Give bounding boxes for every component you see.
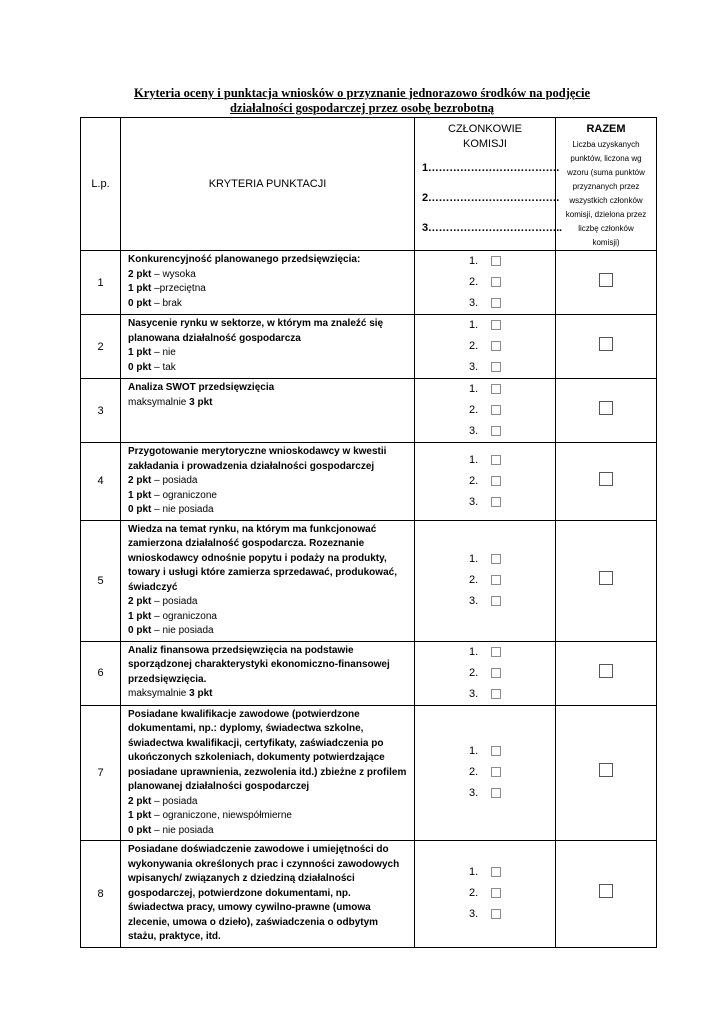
member-score-item xyxy=(469,379,501,400)
scoring-option xyxy=(128,595,409,610)
score-checkbox[interactable] xyxy=(491,647,501,657)
total-desc-line: liczbę członków xyxy=(578,224,634,233)
member-score-list xyxy=(469,450,501,513)
member-score-item xyxy=(469,783,501,804)
row-number: 5 xyxy=(81,520,121,641)
member-number: 1. xyxy=(469,866,479,879)
total-score xyxy=(556,705,657,841)
scoring-label: – ograniczone, niewspółmierne xyxy=(151,810,292,821)
scoring-option xyxy=(128,361,409,376)
member-number: 3. xyxy=(469,297,479,309)
member-number: 3. xyxy=(469,425,479,437)
total-desc-line: Liczba uzyskanych xyxy=(572,140,640,149)
scoring-option xyxy=(128,824,409,839)
scoring-label: – posiada xyxy=(151,795,198,807)
scoring-points: 2 pkt xyxy=(128,268,152,280)
member-score-item xyxy=(469,492,501,513)
header-criteria: KRYTERIA PUNKTACJI xyxy=(121,118,415,251)
members-title-line-2: KOMISJI xyxy=(462,138,507,150)
criteria-row xyxy=(81,520,657,641)
member-scores xyxy=(415,641,556,705)
scoring-label: – posiada xyxy=(151,475,198,486)
member-number: 3. xyxy=(469,687,479,700)
scoring-points: 1 pkt xyxy=(128,610,152,622)
member-score-list xyxy=(469,315,501,378)
scoring-points: 0 pkt xyxy=(128,297,152,309)
scoring-points: 0 pkt xyxy=(128,824,152,836)
total-desc-line: punktów, liczona wg xyxy=(570,154,642,163)
total-desc-line: komisji, dzielona przez xyxy=(565,210,647,219)
title-line-2: działalności gospodarczej przez osobę bezrobotną xyxy=(229,101,495,115)
score-checkbox[interactable] xyxy=(491,298,501,308)
member-score-item xyxy=(469,591,501,612)
scoring-option xyxy=(128,795,409,810)
criterion-description xyxy=(121,251,415,315)
criteria-row xyxy=(81,379,657,443)
score-checkbox[interactable] xyxy=(491,455,501,465)
member-scores xyxy=(415,443,556,521)
member-score-list xyxy=(469,379,501,442)
member-score-item xyxy=(469,663,501,684)
criterion-description xyxy=(121,520,415,641)
scoring-option xyxy=(128,268,409,283)
score-checkbox[interactable] xyxy=(491,554,501,564)
scoring-points: 1 pkt xyxy=(128,489,152,501)
score-checkbox[interactable] xyxy=(491,384,501,394)
member-number: 3. xyxy=(469,595,479,607)
member-number: 2. xyxy=(469,340,479,352)
total-title: RAZEM xyxy=(586,123,626,135)
scoring-label: – nie xyxy=(151,347,176,358)
score-checkbox[interactable] xyxy=(491,867,501,877)
member-number: 2. xyxy=(469,474,479,487)
scoring-label: – ograniczona xyxy=(151,610,217,622)
scoring-label: – posiada xyxy=(151,596,198,607)
total-checkbox[interactable] xyxy=(599,337,613,351)
scoring-points: 3 pkt xyxy=(189,688,213,699)
member-score-item xyxy=(469,450,501,471)
criteria-table xyxy=(80,117,657,948)
total-score xyxy=(556,251,657,315)
score-checkbox[interactable] xyxy=(491,405,501,415)
score-checkbox[interactable] xyxy=(491,909,501,919)
member-score-item xyxy=(469,904,501,925)
member-number: 3. xyxy=(469,495,479,508)
scoring-option xyxy=(128,809,409,824)
member-score-list xyxy=(469,642,501,705)
row-number: 1 xyxy=(81,251,121,315)
criterion-description xyxy=(121,379,415,443)
scoring-option xyxy=(128,610,409,625)
member-score-item xyxy=(469,336,501,357)
criterion-description xyxy=(121,841,415,948)
score-checkbox[interactable] xyxy=(491,426,501,436)
criteria-row xyxy=(81,443,657,521)
scoring-option xyxy=(128,474,409,489)
member-number: 1. xyxy=(469,645,479,658)
row-number: 3 xyxy=(81,379,121,443)
total-score xyxy=(556,315,657,379)
score-checkbox[interactable] xyxy=(491,575,501,585)
scoring-points: 2 pkt xyxy=(128,596,152,607)
member-score-item xyxy=(469,293,501,314)
member-score-item xyxy=(469,251,501,272)
total-desc-line: komisji) xyxy=(592,238,620,247)
member-scores xyxy=(415,315,556,379)
member-score-item xyxy=(469,862,501,883)
scoring-points: 3 pkt xyxy=(189,396,213,408)
score-checkbox[interactable] xyxy=(491,277,501,287)
member-score-item xyxy=(469,357,501,378)
header-lp: L.p. xyxy=(81,118,121,251)
scoring-prefix: maksymalnie xyxy=(128,396,190,408)
total-checkbox[interactable] xyxy=(599,763,613,777)
total-desc-line: przyznanych przez xyxy=(572,182,640,191)
document-title xyxy=(108,86,616,116)
criterion-title: Posiadane doświadczenie zawodowe i umiejętności do wykonywania określonych prac i czynności zawodowych wpisanych/ związanych z dziedziną działalności gospodarczej, potwierdzone dokumentami, np. świadectwa pracy, umowy cywilno-prawne (umowa zlecenie, umowa o dzieło), zaświadczenia o odbytym stażu, praktyce, itd. xyxy=(128,844,400,942)
scoring-label: – nie posiada xyxy=(151,625,214,636)
score-checkbox[interactable] xyxy=(491,256,501,266)
scoring-points: 1 pkt xyxy=(128,347,152,358)
member-score-item xyxy=(469,883,501,904)
total-checkbox[interactable] xyxy=(599,401,613,415)
member-score-item xyxy=(469,315,501,336)
header-total xyxy=(556,118,657,251)
member-score-item xyxy=(469,684,501,705)
member-number: 3. xyxy=(469,787,479,800)
member-number: 2. xyxy=(469,574,479,586)
score-checkbox[interactable] xyxy=(491,497,501,507)
scoring-points: 0 pkt xyxy=(128,361,152,373)
scoring-points: 0 pkt xyxy=(128,625,152,636)
member-number: 1. xyxy=(469,453,479,466)
member-scores xyxy=(415,520,556,641)
score-checkbox[interactable] xyxy=(491,476,501,486)
score-checkbox[interactable] xyxy=(491,341,501,351)
criterion-title: Konkurencyjność planowanego przedsięwzięcia: xyxy=(128,254,361,265)
score-checkbox[interactable] xyxy=(491,596,501,606)
member-signature-line-1: 1………………………………. xyxy=(422,162,559,174)
row-number: 8 xyxy=(81,841,121,948)
scoring-points: 2 pkt xyxy=(128,475,152,486)
scoring-label: – ograniczone xyxy=(151,489,217,501)
criteria-row xyxy=(81,841,657,948)
header-committee-members xyxy=(415,118,562,251)
total-score xyxy=(556,443,657,521)
score-checkbox[interactable] xyxy=(491,689,501,699)
criterion-title: Przygotowanie merytoryczne wnioskodawcy w kwestii zakładania i prowadzenia działalności gospodarczej xyxy=(128,446,387,472)
scoring-points: 2 pkt xyxy=(128,795,152,807)
score-checkbox[interactable] xyxy=(491,767,501,777)
scoring-option xyxy=(128,687,409,702)
member-number: 2. xyxy=(469,404,479,416)
row-number: 4 xyxy=(81,443,121,521)
criterion-title: Nasycenie rynku w sektorze, w którym ma znaleźć się planowana działalność gospodarcza xyxy=(128,318,384,344)
member-number: 2. xyxy=(469,276,479,288)
title-line-1: Kryteria oceny i punktacja wniosków o przyznanie jednorazowo środków na podjęcie xyxy=(133,86,590,100)
row-number: 6 xyxy=(81,641,121,705)
member-number: 3. xyxy=(469,908,479,921)
member-score-item xyxy=(469,762,501,783)
scoring-option xyxy=(128,282,409,297)
scoring-label: – tak xyxy=(151,361,176,373)
scoring-label: – wysoka xyxy=(151,268,196,280)
total-desc-line: wzoru (suma punktów xyxy=(567,168,645,177)
member-score-list xyxy=(469,251,501,314)
member-number: 1. xyxy=(469,745,479,758)
member-score-item xyxy=(469,549,501,570)
score-checkbox[interactable] xyxy=(491,320,501,330)
row-number: 2 xyxy=(81,315,121,379)
member-score-item xyxy=(469,272,501,293)
member-score-item xyxy=(469,471,501,492)
criteria-row xyxy=(81,315,657,379)
scoring-label: –przeciętna xyxy=(151,283,206,294)
score-checkbox[interactable] xyxy=(491,668,501,678)
criterion-description xyxy=(121,641,415,705)
criteria-row xyxy=(81,705,657,841)
score-checkbox[interactable] xyxy=(491,746,501,756)
scoring-option xyxy=(128,396,409,411)
criterion-title: Analiz finansowa przedsięwzięcia na podstawie sporządzonej charakterystyki ekonomiczno-finansowej przedsięwzięcia. xyxy=(128,644,390,685)
criterion-title: Analiza SWOT przedsięwzięcia xyxy=(128,382,275,393)
member-score-list xyxy=(469,741,501,804)
total-score xyxy=(556,520,657,641)
score-checkbox[interactable] xyxy=(491,788,501,798)
member-score-item xyxy=(469,570,501,591)
member-score-item xyxy=(469,642,501,663)
scoring-option xyxy=(128,297,409,312)
total-checkbox[interactable] xyxy=(599,472,613,486)
member-score-item xyxy=(469,400,501,421)
member-signature-line-2: 2………………………………. xyxy=(422,192,559,204)
member-score-list xyxy=(469,862,501,925)
scoring-option xyxy=(128,624,409,639)
scoring-label: – nie posiada xyxy=(151,504,214,515)
member-signature-line-3: 3……………………………….. xyxy=(422,222,562,234)
total-desc-line: wszystkich członków xyxy=(569,196,643,205)
member-scores xyxy=(415,841,556,948)
scoring-points: 1 pkt xyxy=(128,283,152,294)
members-title-line-1: CZŁONKOWIE xyxy=(448,123,522,135)
member-number: 1. xyxy=(469,255,479,267)
member-number: 2. xyxy=(469,887,479,900)
member-scores xyxy=(415,379,556,443)
member-score-item xyxy=(469,741,501,762)
member-number: 1. xyxy=(469,319,479,331)
criterion-description xyxy=(121,705,415,841)
score-checkbox[interactable] xyxy=(491,888,501,898)
total-checkbox[interactable] xyxy=(599,571,613,585)
criterion-description xyxy=(121,315,415,379)
score-checkbox[interactable] xyxy=(491,362,501,372)
member-score-list xyxy=(469,549,501,612)
criterion-description xyxy=(121,443,415,521)
total-score xyxy=(556,379,657,443)
total-checkbox[interactable] xyxy=(599,273,613,287)
member-score-item xyxy=(469,421,501,442)
scoring-prefix: maksymalnie xyxy=(128,688,190,699)
header-row xyxy=(81,118,657,251)
criteria-row xyxy=(81,641,657,705)
scoring-label: – brak xyxy=(151,297,182,309)
criterion-title: Wiedza na temat rynku, na którym ma funkcjonować zamierzona działalność gospodarcza. Rozeznanie wnioskodawcy odnośnie popytu i podaży na produkty, towary i usługi które zamierza sprzedawać, produkować, świadczyć xyxy=(128,523,397,593)
scoring-option xyxy=(128,346,409,361)
total-checkbox[interactable] xyxy=(599,884,613,898)
total-score xyxy=(556,841,657,948)
member-number: 2. xyxy=(469,766,479,779)
member-number: 1. xyxy=(469,553,479,565)
scoring-option xyxy=(128,503,409,518)
member-number: 1. xyxy=(469,383,479,395)
row-number: 7 xyxy=(81,705,121,841)
scoring-points: 1 pkt xyxy=(128,810,152,821)
total-score xyxy=(556,641,657,705)
member-number: 3. xyxy=(469,361,479,373)
scoring-option xyxy=(128,489,409,504)
member-scores xyxy=(415,705,556,841)
member-number: 2. xyxy=(469,666,479,679)
scoring-points: 0 pkt xyxy=(128,504,152,515)
member-scores xyxy=(415,251,556,315)
total-description xyxy=(556,138,656,250)
scoring-label: – nie posiada xyxy=(151,824,214,836)
criterion-title: Posiadane kwalifikacje zawodowe (potwierdzone dokumentami, np.: dyplomy, świadectwa szkolne, świadectwa kwalifikacji, certyfikaty, zaświadczenia po ukończonych szkoleniach, dokumenty potwierdzające posiadane uprawnienia, zezwolenia itd.) zbieżne z profilem planowanej działalności gospodarczej xyxy=(128,708,407,792)
criteria-row xyxy=(81,251,657,315)
total-checkbox[interactable] xyxy=(599,664,613,678)
